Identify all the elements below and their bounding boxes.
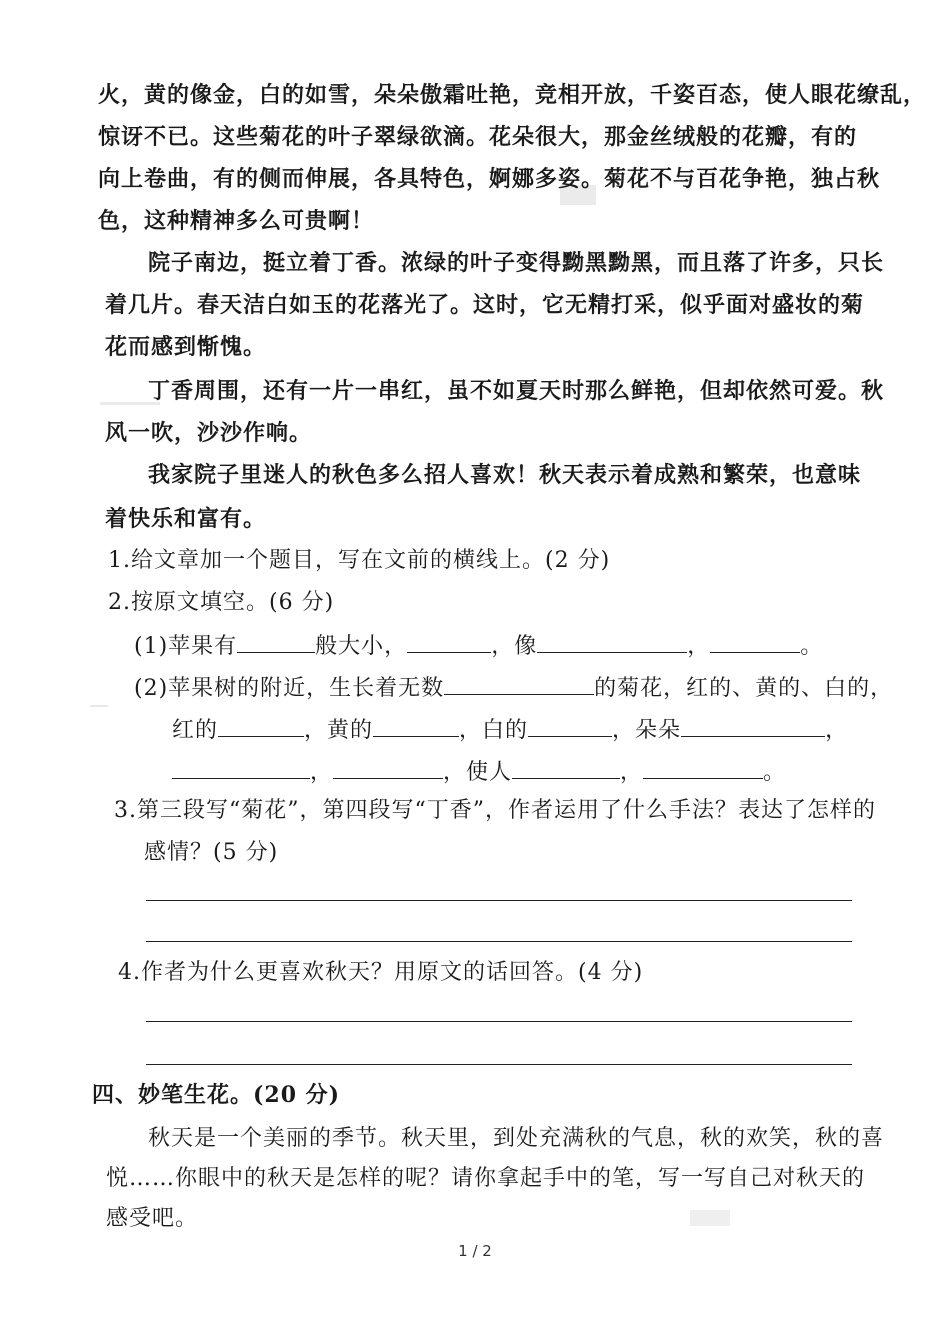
answer-blank[interactable] [407,630,491,653]
passage-line: 丁香周围，还有一片一串红，虽不如夏天时那么鲜艳，但却依然可爱。秋 [148,378,885,404]
passage-line: 色，这种精神多么可贵啊！ [98,208,375,234]
answer-blank[interactable] [172,756,310,779]
passage-line: 花而感到惭愧。 [105,334,267,360]
q2-2-text: ，黄的 [304,718,374,743]
answer-blank[interactable] [681,714,825,737]
q2-2-text: ， [825,718,849,743]
answer-blank[interactable] [528,714,612,737]
answer-line[interactable] [146,941,852,942]
section-4-line: 悦……你眼中的秋天是怎样的呢？请你拿起手中的笔，写一写自己对秋天的 [106,1166,866,1191]
question-4: 4.作者为什么更喜欢秋天？用原文的话回答。(4 分) [118,960,644,985]
q2-2-text: ， [310,760,334,785]
question-2-1 [134,630,894,662]
q2-2-text: ，朵朵 [612,718,682,743]
passage-line: 火，黄的像金，白的如雪，朵朵傲霜吐艳，竞相开放，千姿百态，使人眼花缭乱， [98,82,927,108]
question-2-2 [134,672,894,704]
passage-line: 风一吹，沙沙作响。 [105,420,313,446]
passage-line: 院子南边，挺立着丁香。浓绿的叶子变得黝黑黝黑，而且落了许多，只长 [148,250,885,276]
q2-2-text: ，白的 [459,718,529,743]
q2-2-prefix: (2)苹果树的附近，生长着无数 [134,676,445,701]
answer-line[interactable] [146,900,852,901]
question-1: 1.给文章加一个题目，写在文前的横线上。(2 分) [108,548,611,573]
passage-line: 着几片。春天洁白如玉的花落光了。这时，它无精打采，似乎面对盛妆的菊 [105,292,865,318]
answer-blank[interactable] [537,630,687,653]
q2-2-text: 红的 [172,718,219,743]
page-number: 1 / 2 [458,1242,492,1260]
section-4-line: 秋天是一个美丽的季节。秋天里，到处充满秋的气息，秋的欢笑，秋的喜 [148,1126,885,1151]
q2-1-prefix: (1)苹果有 [134,634,238,659]
scan-speck [90,705,108,707]
passage-line: 惊讶不已。这些菊花的叶子翠绿欲滴。花朵很大，那金丝绒般的花瓣，有的 [98,124,858,150]
question-3-line2: 感情？(5 分) [144,840,279,865]
q2-1-text: ，像 [491,634,538,659]
question-2: 2.按原文填空。(6 分) [108,590,335,615]
section-4-line: 感受吧。 [106,1206,199,1231]
q2-2-text: 。 [763,760,787,785]
answer-blank[interactable] [237,630,315,653]
answer-blank[interactable] [218,714,304,737]
answer-blank[interactable] [333,756,443,779]
answer-blank[interactable] [512,756,620,779]
q2-1-text: ， [687,634,711,659]
question-2-2-line3 [172,756,932,788]
q2-2-text: ，使人 [443,760,513,785]
answer-blank[interactable] [710,630,800,653]
answer-blank[interactable] [373,714,459,737]
q2-1-end: 。 [800,634,824,659]
answer-blank[interactable] [643,756,763,779]
section-4-heading: 四、妙笔生花。(20 分) [92,1082,341,1108]
answer-line[interactable] [146,1021,852,1022]
question-3: 3.第三段写“菊花”，第四段写“丁香”，作者运用了什么手法？表达了怎样的 [114,798,876,823]
answer-blank[interactable] [444,672,594,695]
question-2-2-line2 [172,714,932,746]
passage-line: 我家院子里迷人的秋色多么招人喜欢！秋天表示着成熟和繁荣，也意味 [148,462,862,488]
q2-2-text: ， [620,760,644,785]
q2-1-text: 般大小， [315,634,408,659]
passage-line: 向上卷曲，有的侧而伸展，各具特色，婀娜多姿。菊花不与百花争艳，独占秋 [98,166,881,192]
answer-line[interactable] [146,1064,852,1065]
q2-2-text: 的菊花，红的、黄的、白的， [594,676,894,701]
passage-line: 着快乐和富有。 [105,506,267,532]
